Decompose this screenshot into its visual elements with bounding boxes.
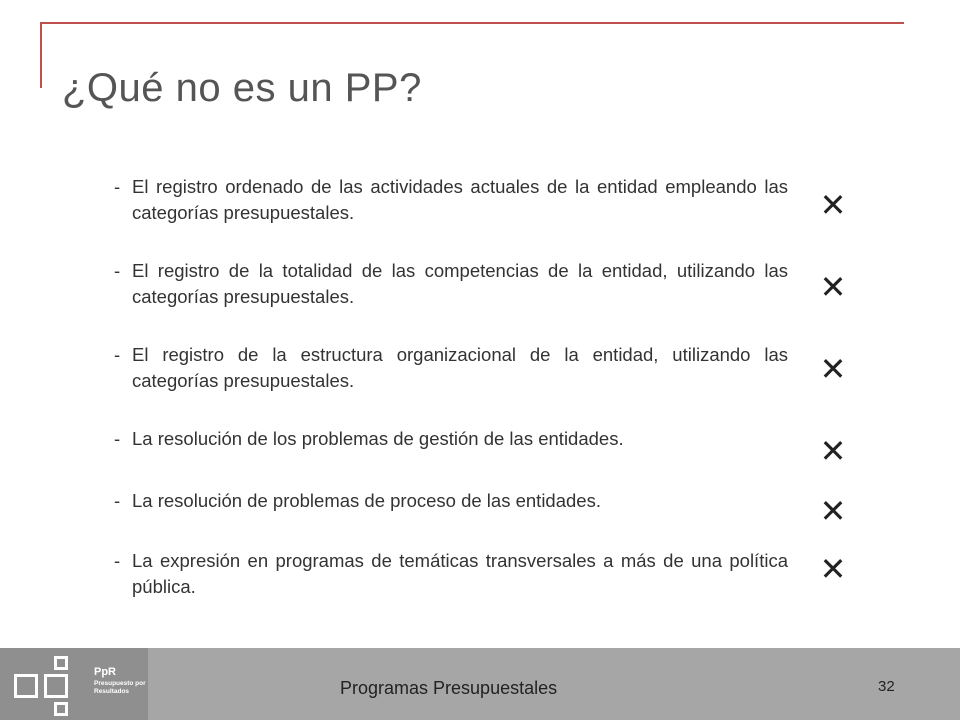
- item-text: La resolución de problemas de proceso de las entidades.: [132, 490, 601, 511]
- logo-square-icon: [54, 656, 68, 670]
- bullet-dash: -: [114, 176, 121, 197]
- slide-title: ¿Qué no es un PP?: [62, 66, 422, 110]
- footer-title: Programas Presupuestales: [340, 678, 558, 698]
- bullet-dash: -: [114, 490, 121, 511]
- page-number: 32: [878, 678, 895, 695]
- cross-icon: ✕: [819, 351, 847, 387]
- accent-line-horizontal: [40, 22, 904, 24]
- ppr-logo: [0, 648, 148, 720]
- cross-icon: ✕: [819, 493, 847, 529]
- item-text: La resolución de los problemas de gestión de las entidades.: [132, 428, 624, 449]
- logo-square-icon: [14, 674, 38, 698]
- item-text: El registro de la totalidad de las competencias de la entidad, utilizando las categorías presupuestales.: [132, 260, 788, 307]
- cross-icon: ✕: [819, 433, 847, 469]
- cross-icon: ✕: [819, 187, 847, 223]
- cross-icon: ✕: [819, 269, 847, 305]
- logo-subtitle: Presupuesto por Resultados: [94, 680, 146, 695]
- bullet-dash: -: [114, 344, 121, 365]
- accent-line-vertical: [40, 22, 42, 88]
- logo-name: PpR: [94, 666, 116, 678]
- item-text: El registro ordenado de las actividades actuales de la entidad empleando las categorías presupuestales.: [132, 176, 788, 223]
- item-text: La expresión en programas de temáticas transversales a más de una política pública.: [132, 550, 788, 597]
- bullet-dash: -: [114, 428, 121, 449]
- logo-square-icon: [44, 674, 68, 698]
- item-text: El registro de la estructura organizacional de la entidad, utilizando las categorías presupuestales.: [132, 344, 788, 391]
- bullet-dash: -: [114, 260, 121, 281]
- logo-square-icon: [54, 702, 68, 716]
- cross-icon: ✕: [819, 551, 847, 587]
- footer-bar: [0, 648, 960, 720]
- bullet-dash: -: [114, 550, 121, 571]
